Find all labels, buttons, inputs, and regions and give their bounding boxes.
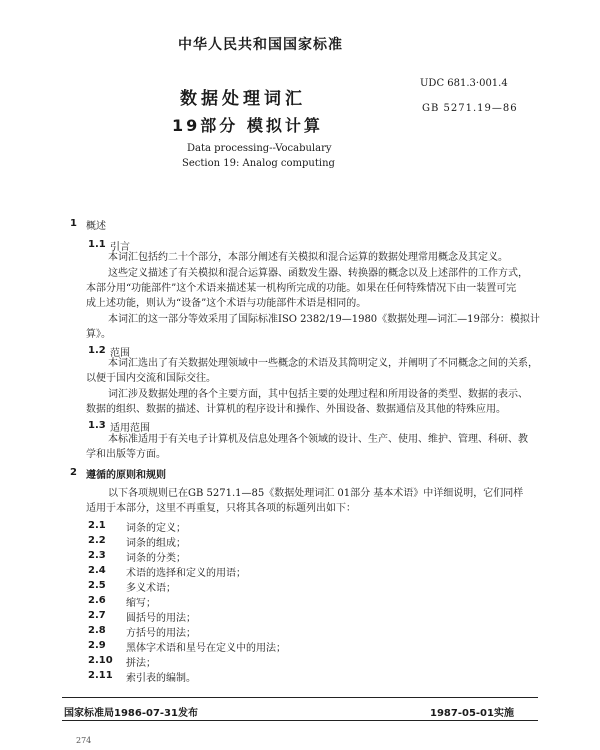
rule-item-text: 缩写； xyxy=(126,598,156,609)
rule-item-number: 2.7 xyxy=(88,610,106,621)
rule-item-number: 2.1 xyxy=(88,520,106,531)
rule-item-number: 2.5 xyxy=(88,580,106,591)
paragraph: 成上述功能，则认为“设备”这个术语与功能部件术语是相同的。 xyxy=(86,298,367,309)
paragraph: 词汇涉及数据处理的各个主要方面，其中包括主要的处理过程和所用设备的类型、数据的表示、 xyxy=(108,389,528,400)
gb-code: GB 5271.19—86 xyxy=(422,103,518,114)
section-1-number: 1 xyxy=(70,218,77,229)
paragraph: 本词汇选出了有关数据处理领域中一些概念的术语及其简明定义，并阐明了不同概念之间的关系， xyxy=(108,358,538,369)
section-2-number: 2 xyxy=(70,467,77,478)
rule-item-text: 方括号的用法； xyxy=(126,628,196,639)
paragraph: 数据的组织、数据的描述、计算机的程序设计和操作、外围设备、数据通信及其他的特殊应用。 xyxy=(86,404,506,415)
paragraph: 适用于本部分，这里不再重复，只将其各项的标题列出如下： xyxy=(86,503,356,514)
rule-item-text: 黑体字术语和星号在定义中的用法； xyxy=(126,643,286,654)
paragraph: 本词汇的这一部分等效采用了国际标准ISO 2382/19—1980《数据处理—词汇—19部分：模拟计 xyxy=(108,314,540,325)
english-title-line-2: Section 19: Analog computing xyxy=(182,158,335,169)
rule-item-text: 圆括号的用法； xyxy=(126,613,196,624)
effective-date: 1987-05-01实施 xyxy=(430,708,514,719)
rule-item-text: 词条的组成； xyxy=(126,538,186,549)
paragraph: 这些定义描述了有关模拟和混合运算器、函数发生器、转换器的概念以及上述部件的工作方式， xyxy=(108,268,528,279)
paragraph: 本标准适用于有关电子计算机及信息处理各个领域的设计、生产、使用、维护、管理、科研、教 xyxy=(108,434,528,445)
rule-item-text: 索引表的编制。 xyxy=(126,673,196,684)
subsection-1-3-title: 适用范围 xyxy=(110,423,150,434)
issue-date: 国家标准局1986-07-31发布 xyxy=(64,708,198,719)
rule-item-text: 词条的分类； xyxy=(126,553,186,564)
rule-item-number: 2.6 xyxy=(88,595,106,606)
document-subtitle: 19部分 模拟计算 xyxy=(172,116,323,135)
page-number: 274 xyxy=(76,736,92,745)
subsection-1-1-title: 引言 xyxy=(110,242,130,253)
section-2-heading: 遵循的原则和规则 xyxy=(86,470,166,481)
subsection-1-3-number: 1.3 xyxy=(88,420,106,431)
paragraph: 以便于国内交流和国际交往。 xyxy=(86,373,216,384)
paragraph: 算》。 xyxy=(86,329,111,340)
rule-item-text: 多义术语； xyxy=(126,583,176,594)
subsection-1-2-number: 1.2 xyxy=(88,345,106,356)
rule-item-text: 拼法； xyxy=(126,658,156,669)
rule-item-number: 2.2 xyxy=(88,535,106,546)
rule-item-text: 术语的选择和定义的用语； xyxy=(126,568,246,579)
rule-item-number: 2.8 xyxy=(88,625,106,636)
rule-item-number: 2.9 xyxy=(88,640,106,651)
paragraph: 本部分用“功能部件”这个术语来描述某一机构所完成的功能。如果在任何特殊情况下由一装置可完 xyxy=(86,283,517,294)
rule-item-number: 2.4 xyxy=(88,565,106,576)
subsection-1-1-number: 1.1 xyxy=(88,239,106,250)
country-standard-label: 中华人民共和国国家标准 xyxy=(178,37,343,53)
paragraph: 学和出版等方面。 xyxy=(86,449,166,460)
document-title: 数据处理词汇 xyxy=(180,89,306,109)
udc-code: UDC 681.3·001.4 xyxy=(420,78,508,89)
rule-item-number: 2.11 xyxy=(88,670,113,681)
paragraph: 本词汇包括约二十个部分，本部分阐述有关模拟和混合运算的数据处理常用概念及其定义。 xyxy=(108,252,508,263)
english-title-line-1: Data processing--Vocabulary xyxy=(187,143,332,154)
rule-item-number: 2.10 xyxy=(88,655,113,666)
paragraph: 以下各项规则已在GB 5271.1—85《数据处理词汇 01部分 基本术语》中详细说明，它们同样 xyxy=(108,488,524,499)
section-1-heading: 概述 xyxy=(86,221,106,232)
rule-item-text: 词条的定义； xyxy=(126,523,186,534)
footer-rule-bottom xyxy=(62,720,538,721)
subsection-1-2-title: 范围 xyxy=(110,348,130,359)
footer-rule-top xyxy=(62,697,538,698)
rule-item-number: 2.3 xyxy=(88,550,106,561)
